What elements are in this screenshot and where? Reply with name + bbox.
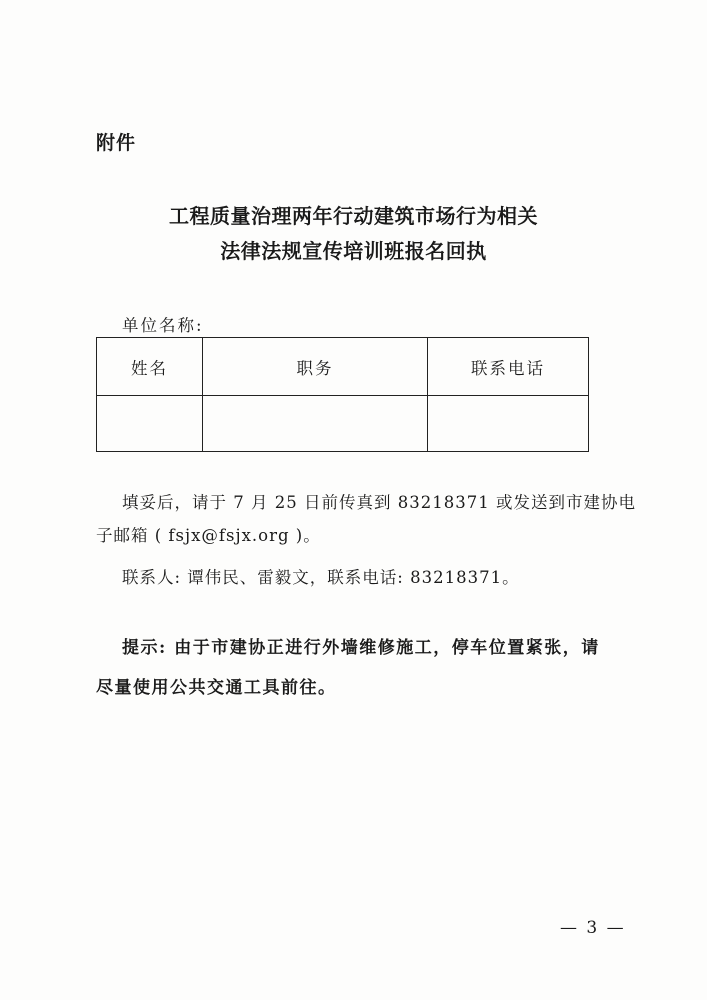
header-phone: 联系电话 [428, 338, 589, 396]
attachment-label: 附件 [96, 132, 137, 154]
instruction-line-2: 子邮箱 ( fsjx@fsjx.org )。 [96, 526, 321, 545]
title-line-1: 工程质量治理两年行动建筑市场行为相关 [169, 204, 538, 228]
cell-phone [428, 396, 589, 452]
cell-name [97, 396, 203, 452]
header-name: 姓名 [97, 338, 203, 396]
page-number: — 3 — [560, 918, 626, 938]
contact-line: 联系人: 谭伟民、雷毅文，联系电话: 83218371。 [122, 568, 520, 587]
title-line-2: 法律法规宣传培训班报名回执 [220, 239, 487, 263]
tip-line-1: 提示: 由于市建协正进行外墙维修施工，停车位置紧张，请 [122, 638, 600, 658]
registration-table [96, 337, 589, 452]
table-row [97, 396, 589, 452]
table-header-row [97, 338, 589, 396]
instruction-line-1: 填妥后，请于 7 月 25 日前传真到 83218371 或发送到市建协电 [122, 493, 636, 512]
cell-position [203, 396, 428, 452]
tip-line-2: 尽量使用公共交通工具前往。 [96, 678, 337, 698]
unit-name-label: 单位名称: [122, 316, 204, 335]
header-position: 职务 [203, 338, 428, 396]
